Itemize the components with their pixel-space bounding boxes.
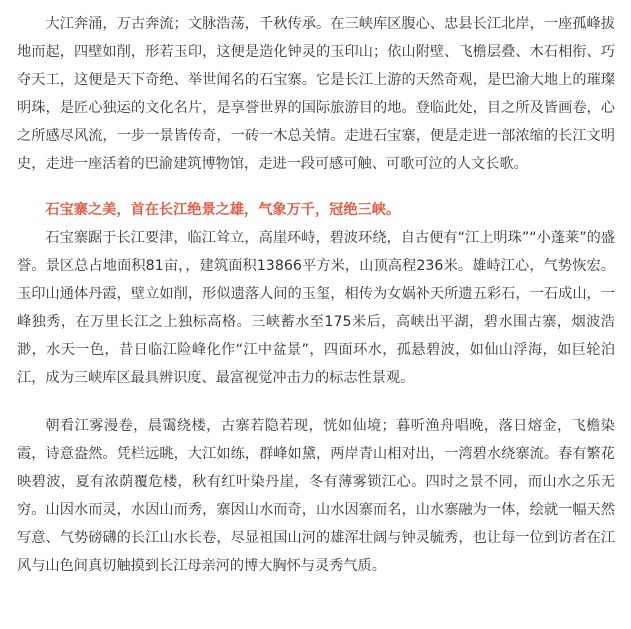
intro-paragraph: 大江奔涌，万古奔流；文脉浩荡，千秋传承。在三峡库区腹心、忠县长江北岸，一座孤峰拔地而起，四壁如削，形若玉印，这便是造化钟灵的玉印山；依山附壁、飞檐层叠、木石相衔、巧夺天工，这便是天下奇绝、举世闻名的石宝寨。它是长江上游的天然奇观，是巴渝大地上的璀璨明珠，是匠心独运的文化名片，是享誉世界的国际旅游目的地。登临此处，目之所及皆画卷，心之所感尽风流，一步一景皆传奇，一砖一木总关情。走进石宝寨，便是走进一部浓缩的长江文明史，走进一座活着的巴渝建筑博物馆，走进一段可感可触、可歌可泣的人文长歌。	[17, 16, 615, 172]
seasons-paragraph: 朝看江雾漫卷，晨霭绕楼，古寨若隐若现，恍如仙境；暮听渔舟唱晚，落日熔金，飞檐染霞，诗意盎然。凭栏远眺，大江如练，群峰如黛，两岸青山相对出，一湾碧水绕寨流。春有繁花映碧波，夏有浓荫覆危楼，秋有红叶染丹崖，冬有薄雾锁江心。四时之景不同，而山水之乐无穷。山因水而灵，水因山而秀，寨因山水而奇，山水因寨而名，山水寨融为一体，绘就一幅天然写意、气势磅礴的长江山水长卷，尽显祖国山河的雄浑壮阔与钟灵毓秀，也让每一位到访者在江风与山色间真切触摸到长江母亲河的博大胸怀与灵秀气质。	[17, 418, 615, 574]
section-heading: 石宝寨之美，首在长江绝景之雄，气象万千，冠绝三峡。	[45, 202, 401, 218]
scenery-paragraph: 石宝寨踞于长江要津，临江耸立，高崖环峙，碧波环绕，自古便有“江上明珠”“小蓬莱”的盛誉。景区总占地面积81亩，，建筑面积13866平方米，山顶高程236米。雄峙江心，气势恢宏。玉印山通体丹霞，壁立如削，形似遗落人间的玉玺，相传为女娲补天所遗五彩石，一石成山，一峰独秀，在万里长江之上独标高格。三峡蓄水至175米后，高峡出平湖，碧水围古寨，烟波浩渺，水天一色，昔日临江险峰化作“江中盆景”，四面环水，孤悬碧波，如仙山浮海，如巨轮泊江，成为三峡库区最具辨识度、最富视觉冲击力的标志性景观。	[17, 230, 615, 386]
article-body	[17, 10, 615, 580]
